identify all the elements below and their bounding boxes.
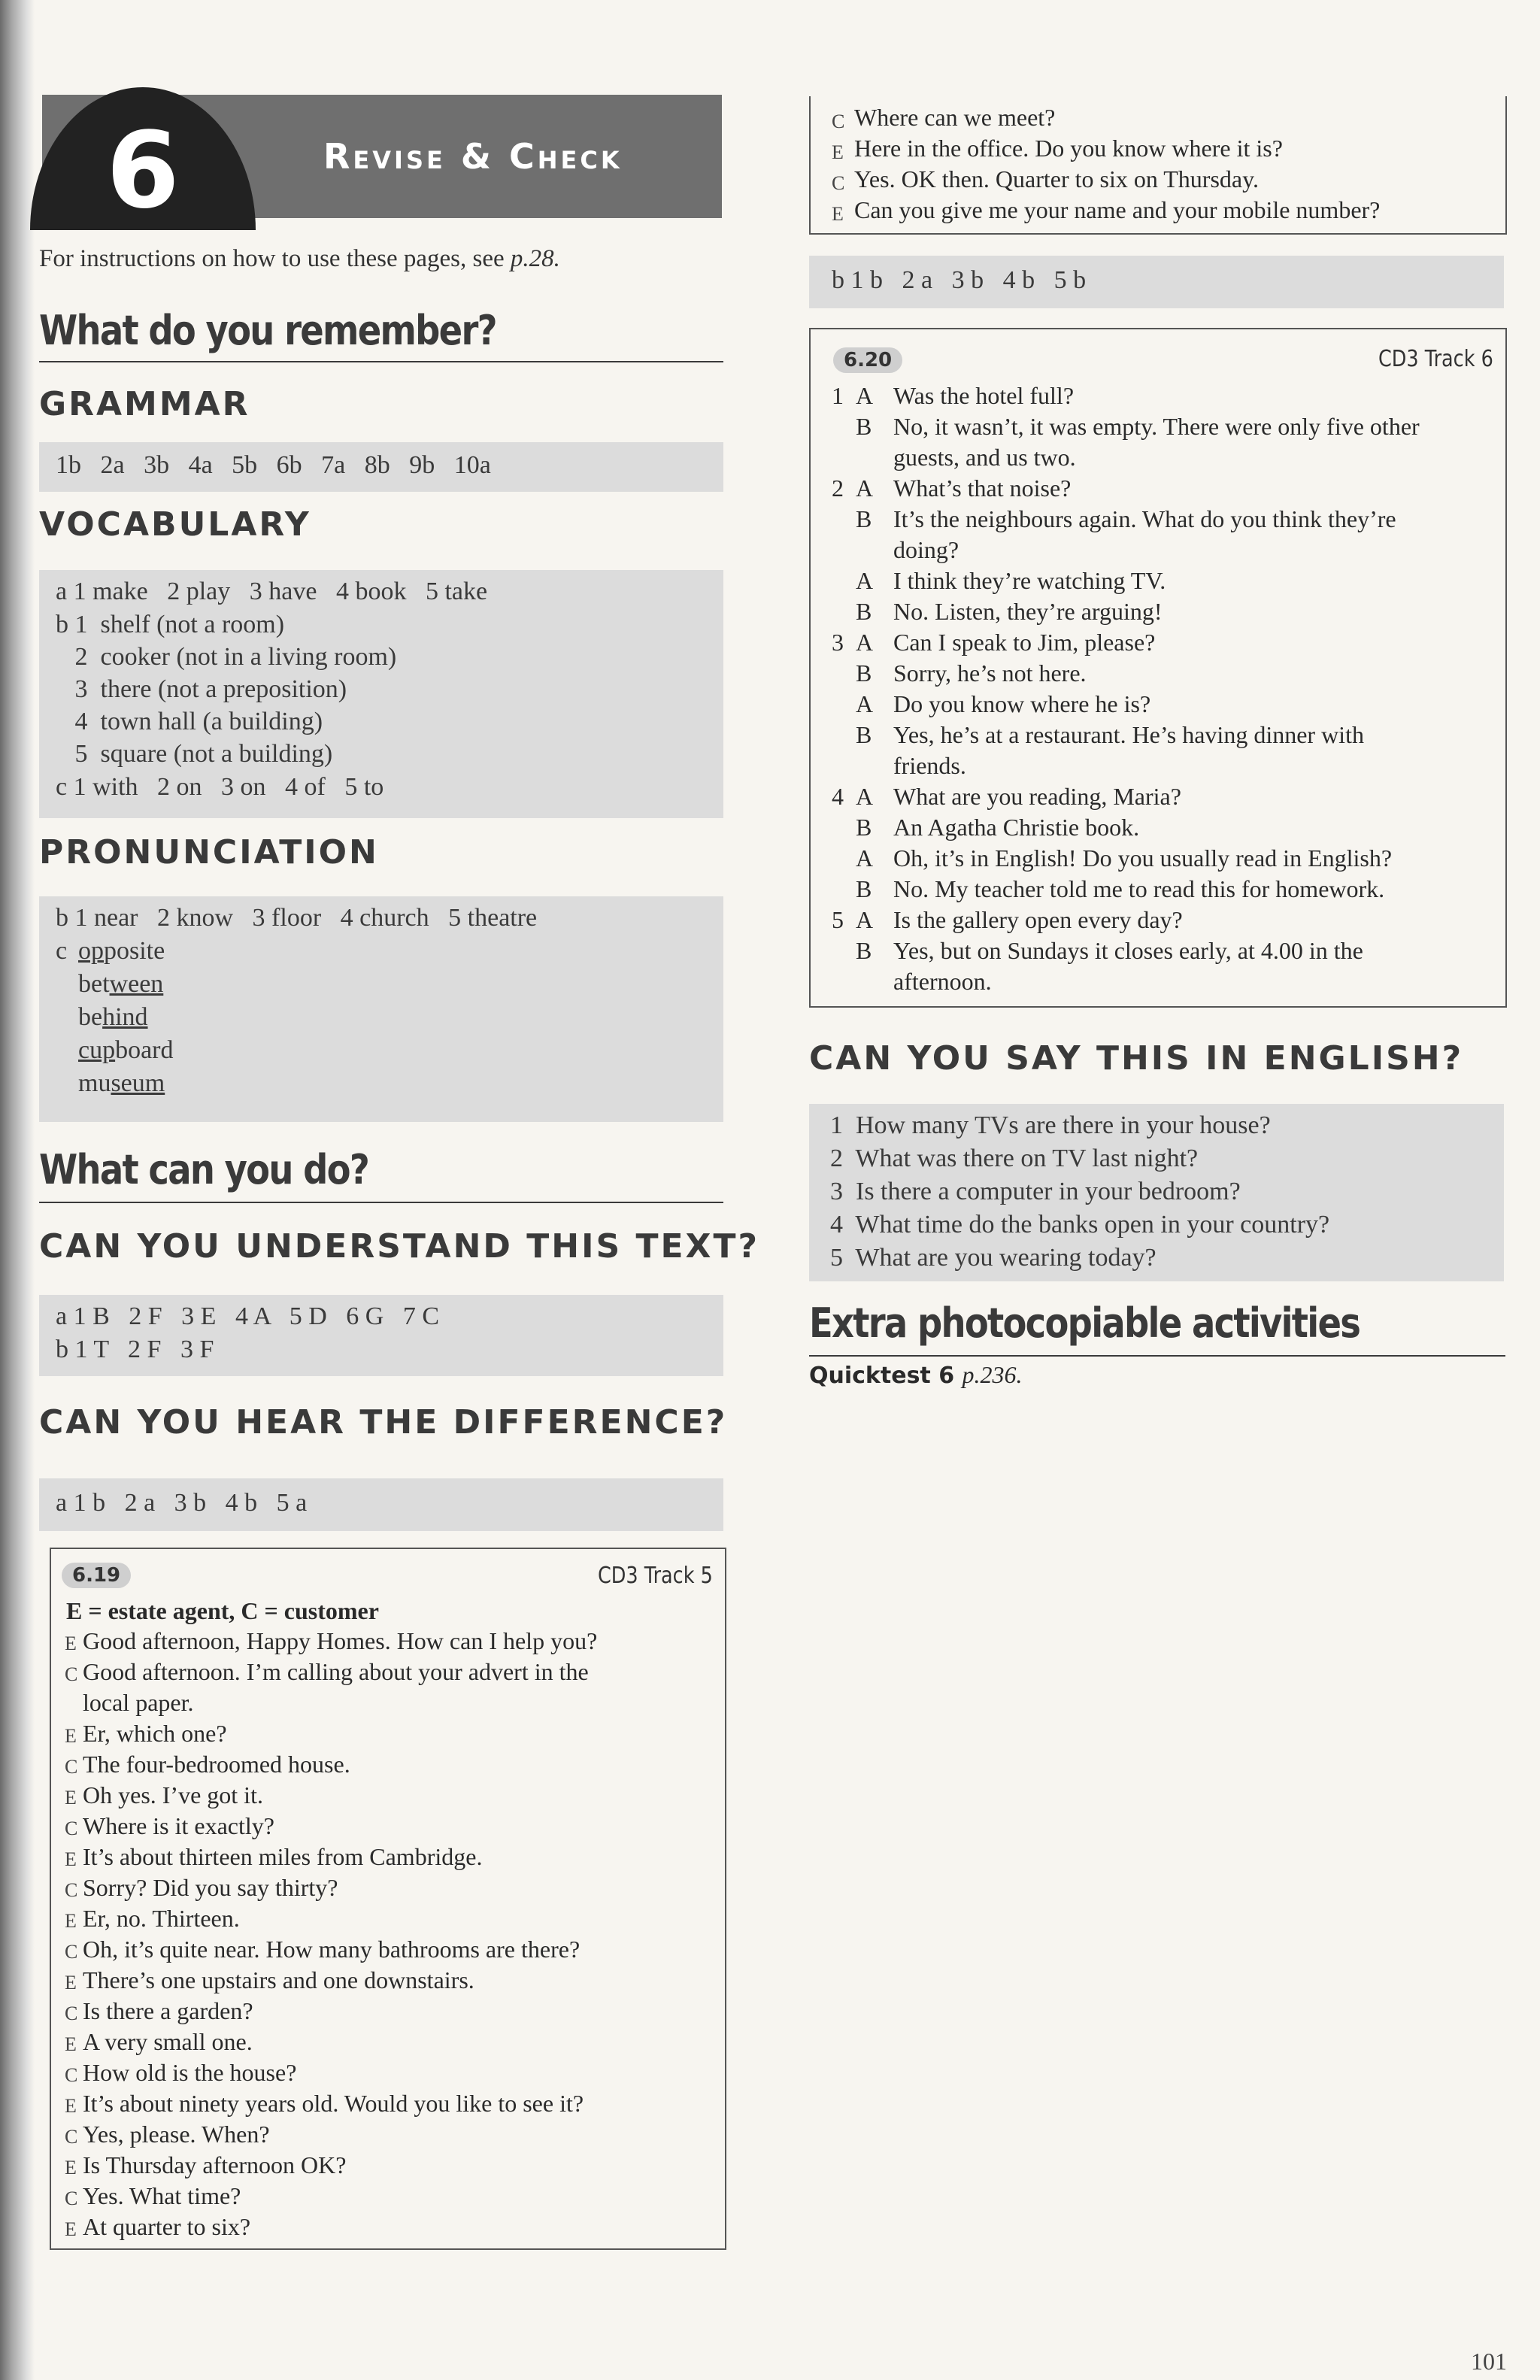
quicktest-reference: Quicktest 6 p.236.	[809, 1361, 1023, 1389]
transcript-line: What’s that noise?	[893, 474, 1072, 502]
transcript-line: Yes, please. When?	[83, 2121, 270, 2148]
understand-line: a 1 B 2 F 3 E 4 A 5 D 6 G 7 C	[56, 1302, 440, 1330]
transcript-line: Where is it exactly?	[83, 1812, 274, 1839]
book-spine-shadow	[0, 0, 35, 2380]
section-title-can-do: What can you do?	[39, 1146, 369, 1193]
speaker: B	[856, 814, 872, 841]
transcript-line: Sorry, he’s not here.	[893, 659, 1087, 687]
speaker: B	[856, 875, 872, 902]
section-rule	[809, 1355, 1505, 1357]
hear-a-answers: a 1 b 2 a 3 b 4 b 5 a	[56, 1489, 308, 1517]
say-line: 3 Is there a computer in your bedroom?	[830, 1178, 1241, 1205]
transcript-line: The four-bedroomed house.	[83, 1751, 350, 1778]
transcript-line: Can I speak to Jim, please?	[893, 629, 1156, 656]
transcript-line: How old is the house?	[83, 2059, 297, 2086]
transcript-line: Good afternoon, Happy Homes. How can I help you?	[83, 1627, 598, 1654]
pronunciation-answer-box	[39, 896, 723, 1122]
speaker: E	[65, 2095, 77, 2117]
transcript-line: A very small one.	[83, 2028, 253, 2055]
transcript-line: An Agatha Christie book.	[893, 814, 1140, 841]
speaker: B	[856, 413, 872, 440]
speaker: E	[65, 1633, 77, 1654]
track-code: 6.20	[833, 347, 902, 373]
hear-heading: CAN YOU HEAR THE DIFFERENCE?	[39, 1403, 728, 1442]
item-number: 1	[832, 382, 844, 409]
speaker: E	[65, 2033, 77, 2055]
transcript-line: Sorry? Did you say thirty?	[83, 1874, 338, 1901]
transcript-line: No, it wasn’t, it was empty. There were only five other	[893, 413, 1420, 440]
stress-word: behind	[78, 1003, 148, 1031]
unit-title: Revise & Check	[323, 136, 623, 177]
transcript-line: Do you know where he is?	[893, 690, 1151, 717]
transcript-line: Is there a garden?	[83, 1997, 253, 2024]
vocab-line: c 1 with 2 on 3 on 4 of 5 to	[56, 773, 384, 801]
item-number: 2	[832, 474, 844, 502]
track-label: CD3 Track 5	[598, 1563, 713, 1589]
speaker: E	[65, 1848, 77, 1870]
item-number: 3	[832, 629, 844, 656]
track-label: CD3 Track 6	[1378, 346, 1493, 372]
vocab-line: a 1 make 2 play 3 have 4 book 5 take	[56, 578, 488, 605]
transcript-line: Oh, it’s in English! Do you usually read in English?	[893, 844, 1393, 872]
speaker: C	[65, 1941, 78, 1963]
transcript-line: I think they’re watching TV.	[893, 567, 1166, 594]
speaker: E	[832, 203, 844, 225]
speaker: C	[832, 172, 845, 194]
speaker: A	[856, 474, 874, 502]
transcript-line: Yes. What time?	[83, 2182, 241, 2209]
transcript-line: Yes, but on Sundays it closes early, at 4.00 in the	[893, 937, 1363, 964]
vocab-line: 3 there (not a preposition)	[56, 675, 347, 703]
transcript-line: local paper.	[83, 1689, 194, 1716]
speaker: C	[65, 2126, 78, 2148]
speaker-key: E = estate agent, C = customer	[66, 1597, 379, 1624]
speaker: C	[65, 1818, 78, 1839]
transcript-line: Yes. OK then. Quarter to six on Thursday.	[854, 165, 1260, 193]
stress-word: between	[78, 970, 164, 998]
speaker: E	[65, 2157, 77, 2178]
grammar-answer-box	[39, 442, 723, 492]
item-number: 4	[832, 783, 844, 810]
transcript-line: Good afternoon. I’m calling about your advert in the	[83, 1658, 589, 1685]
transcript-line: No. My teacher told me to read this for homework.	[893, 875, 1385, 902]
say-box	[809, 1104, 1504, 1281]
pronunciation-c-label: c	[56, 937, 68, 965]
speaker: B	[856, 937, 872, 964]
transcript-line: Is the gallery open every day?	[893, 906, 1183, 933]
speaker: E	[65, 1972, 77, 1993]
speaker: A	[856, 690, 874, 717]
section-rule	[39, 1202, 723, 1203]
vocab-line: 2 cooker (not in a living room)	[56, 643, 397, 671]
speaker: A	[856, 783, 874, 810]
speaker: C	[65, 2064, 78, 2086]
stress-word: museum	[78, 1069, 165, 1097]
extra-activities-title: Extra photocopiable activities	[809, 1299, 1360, 1347]
say-line: 5 What are you wearing today?	[830, 1244, 1157, 1272]
speaker: A	[856, 382, 874, 409]
understand-line: b 1 T 2 F 3 F	[56, 1336, 214, 1363]
speaker: B	[856, 598, 872, 625]
say-line: 4 What time do the banks open in your country?	[830, 1211, 1330, 1239]
transcript-line: guests, and us two.	[893, 444, 1076, 471]
vocab-line: 5 square (not a building)	[56, 740, 333, 768]
vocab-line: 4 town hall (a building)	[56, 708, 323, 735]
speaker: E	[65, 1910, 77, 1932]
transcript-line: Here in the office. Do you know where it is?	[854, 135, 1283, 162]
stress-word: cupboard	[78, 1036, 174, 1064]
transcript-line: Is Thursday afternoon OK?	[83, 2151, 347, 2178]
transcript-line: Can you give me your name and your mobile number?	[854, 196, 1381, 223]
speaker: E	[65, 1787, 77, 1808]
speaker: C	[832, 111, 845, 132]
hear-b-answer-box	[809, 256, 1504, 308]
speaker: C	[65, 2003, 78, 2024]
transcript-line: friends.	[893, 752, 966, 779]
grammar-heading: GRAMMAR	[39, 385, 250, 423]
hear-answer-box	[39, 1478, 723, 1531]
say-heading: CAN YOU SAY THIS IN ENGLISH?	[809, 1039, 1464, 1078]
speaker: B	[856, 659, 872, 687]
page-number: 101	[1471, 2348, 1507, 2375]
speaker: A	[856, 567, 874, 594]
pronunciation-heading: PRONUNCIATION	[39, 833, 379, 872]
section-title-remember: What do you remember?	[39, 307, 496, 354]
speaker: C	[65, 1663, 78, 1685]
grammar-answers: 1b 2a 3b 4a 5b 6b 7a 8b 9b 10a	[56, 451, 491, 479]
transcript-line: It’s the neighbours again. What do you think they’re	[893, 505, 1396, 532]
understand-answer-box	[39, 1295, 723, 1376]
speaker: C	[65, 1879, 78, 1901]
hear-b-answers: b 1 b 2 a 3 b 4 b 5 b	[832, 266, 1087, 294]
transcript-line: No. Listen, they’re arguing!	[893, 598, 1163, 625]
transcript-line: There’s one upstairs and one downstairs.	[83, 1966, 474, 1993]
speaker: E	[65, 2218, 77, 2240]
speaker: C	[65, 1756, 78, 1778]
speaker: A	[856, 906, 874, 933]
transcript-line: Oh, it’s quite near. How many bathrooms are there?	[83, 1936, 581, 1963]
speaker: B	[856, 505, 872, 532]
transcript-line: Oh yes. I’ve got it.	[83, 1781, 263, 1808]
vocabulary-heading: VOCABULARY	[39, 505, 311, 544]
stress-word: opposite	[78, 937, 165, 965]
speaker: C	[65, 2187, 78, 2209]
speaker: E	[65, 1725, 77, 1747]
speaker: E	[832, 141, 844, 163]
track-code: 6.19	[62, 1563, 131, 1588]
transcript-line: It’s about ninety years old. Would you like to see it?	[83, 2090, 584, 2117]
unit-number: 6	[106, 110, 180, 232]
transcript-line: Where can we meet?	[854, 104, 1056, 131]
transcript-line: Yes, he’s at a restaurant. He’s having dinner with	[893, 721, 1364, 748]
transcript-line: doing?	[893, 536, 959, 563]
say-line: 1 How many TVs are there in your house?	[830, 1111, 1271, 1139]
speaker: A	[856, 629, 874, 656]
transcript-line: It’s about thirteen miles from Cambridge.	[83, 1843, 483, 1870]
pronunciation-b-line: b 1 near 2 know 3 floor 4 church 5 theatre	[56, 904, 538, 932]
section-rule	[39, 361, 723, 362]
speaker: B	[856, 721, 872, 748]
transcript-line: At quarter to six?	[83, 2213, 251, 2240]
transcript-line: What are you reading, Maria?	[893, 783, 1181, 810]
say-line: 2 What was there on TV last night?	[830, 1145, 1199, 1172]
vocabulary-answer-box	[39, 570, 723, 818]
speaker: A	[856, 844, 874, 872]
item-number: 5	[832, 906, 844, 933]
vocab-line: b 1 shelf (not a room)	[56, 611, 285, 638]
transcript-line: Er, which one?	[83, 1720, 227, 1747]
transcript-line: Was the hotel full?	[893, 382, 1075, 409]
transcript-line: Er, no. Thirteen.	[83, 1905, 240, 1932]
transcript-line: afternoon.	[893, 968, 992, 995]
instructions: For instructions on how to use these pages, see p.28.	[39, 245, 560, 272]
understand-heading: CAN YOU UNDERSTAND THIS TEXT?	[39, 1227, 759, 1266]
